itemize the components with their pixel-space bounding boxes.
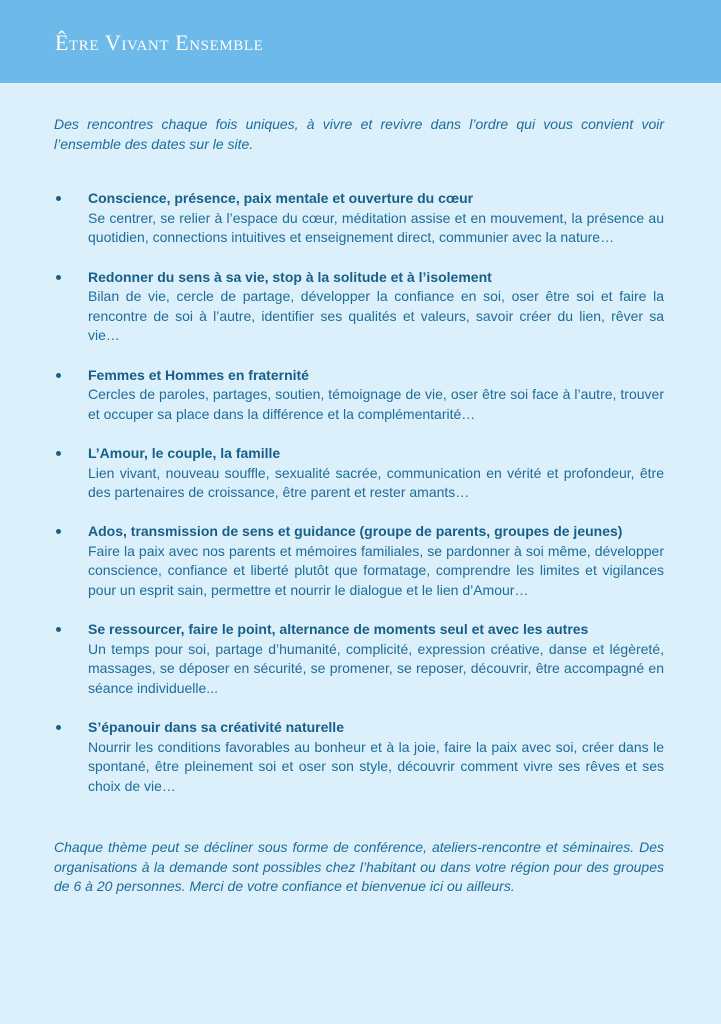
theme-title: Femmes et Hommes en fraternité [88, 366, 309, 383]
theme-description: Bilan de vie, cercle de partage, développer la confiance en soi, oser être soi et faire la rencontre de soi à l’autre, identifier ses qualités et valeurs, savoir créer du lien, rêver sa vie… [88, 288, 664, 344]
bullet-icon [56, 373, 61, 378]
theme-item [54, 366, 664, 425]
theme-item [54, 444, 664, 503]
theme-item [54, 718, 664, 796]
theme-title: Conscience, présence, paix mentale et ouverture du cœur [88, 190, 474, 207]
bullet-icon [56, 196, 61, 201]
closing-paragraph: Chaque thème peut se décliner sous forme de conférence, ateliers-rencontre et séminaires. Des organisations à la demande sont possibles chez l’habitant ou dans votre région pour des groupes de 6 à 20 personnes. Merci de votre confiance et bienvenue ici ou ailleurs. [54, 839, 664, 895]
theme-item [54, 268, 664, 346]
intro-paragraph: Des rencontres chaque fois uniques, à vivre et revivre dans l’ordre qui vous convient voir l’ensemble des dates sur le site. [54, 116, 664, 152]
theme-title: L’Amour, le couple, la famille [88, 444, 281, 461]
theme-item [54, 620, 664, 698]
theme-description: Un temps pour soi, partage d’humanité, complicité, expression créative, danse et légèreté, massages, se déposer en sécurité, se promener, se reposer, découvrir, être accompagné en séance individuelle... [88, 640, 664, 697]
theme-title: Ados, transmission de sens et guidance (groupe de parents, groupes de jeunes) [88, 523, 623, 540]
header-band [0, 0, 721, 83]
bullet-icon [56, 275, 61, 280]
theme-title: S’épanouir dans sa créativité naturelle [88, 719, 344, 736]
bullet-icon [56, 451, 61, 456]
bullet-icon [56, 529, 61, 534]
theme-description: Nourrir les conditions favorables au bonheur et à la joie, faire la paix avec soi, créer dans le spontané, être pleinement soi et oser son style, découvrir comment vivre ses rêves et ses choix de vie… [88, 738, 664, 794]
theme-description: Se centrer, se relier à l’espace du cœur, méditation assise et en mouvement, la présence au quotidien, connections intuitives et enseignement direct, communier avec la nature… [88, 209, 664, 246]
theme-description: Lien vivant, nouveau souffle, sexualité sacrée, communication en vérité et profondeur, être des partenaires de croissance, être parent et rester amants… [88, 464, 664, 501]
theme-description: Faire la paix avec nos parents et mémoires familiales, se pardonner à soi même, développer conscience, confiance et liberté plutôt que formatage, comprendre les limites et vigilances pour un esprit sain, permettre et nourrir le dialogue et le lien d’Amour… [88, 542, 664, 599]
page-title: Être Vivant Ensemble [55, 30, 264, 55]
theme-title: Redonner du sens à sa vie, stop à la solitude et à l’isolement [88, 268, 492, 285]
bullet-icon [56, 725, 61, 730]
theme-item [54, 522, 664, 600]
theme-title: Se ressourcer, faire le point, alternance de moments seul et avec les autres [88, 621, 589, 638]
document-body [54, 115, 664, 897]
bullet-icon [56, 627, 61, 632]
theme-list [54, 189, 664, 796]
theme-item [54, 189, 664, 248]
theme-description: Cercles de paroles, partages, soutien, témoignage de vie, oser être soi face à l’autre, trouver et occuper sa place dans la différence et la complémentarité… [88, 386, 664, 422]
